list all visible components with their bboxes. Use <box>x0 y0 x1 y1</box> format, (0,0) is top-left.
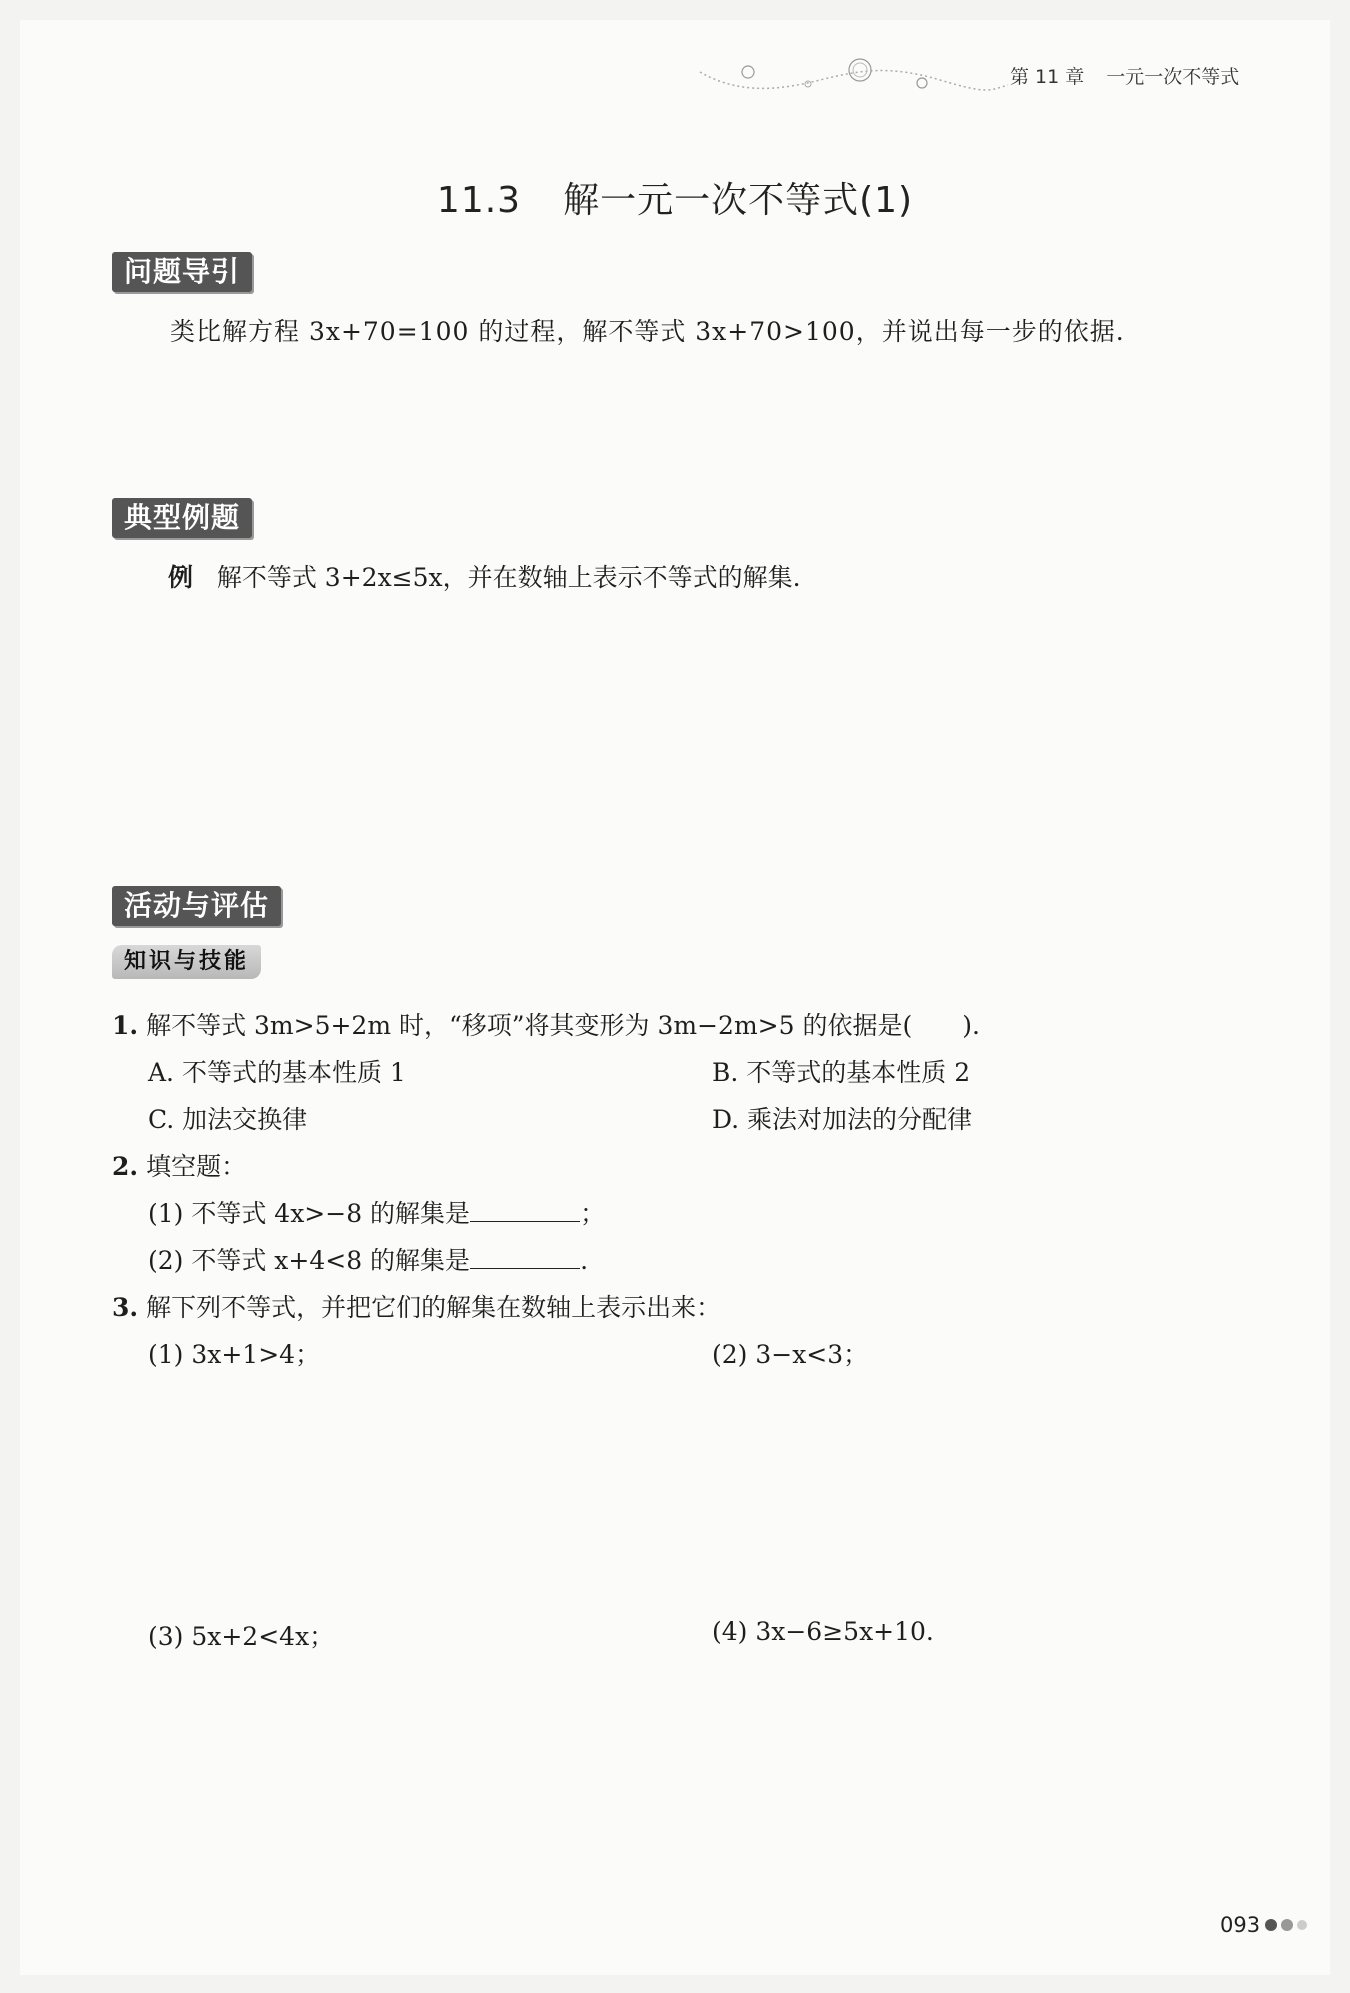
answer-blank[interactable] <box>470 1197 580 1222</box>
question-2-part-1 <box>148 1194 605 1230</box>
question-2-part-2 <box>148 1241 588 1277</box>
question-3-part-1: (1) 3x+1>4； <box>148 1340 321 1369</box>
example-line <box>168 558 801 594</box>
section-title-text: 解一元一次不等式(1) <box>563 180 914 221</box>
question-3-part-2: (2) 3−x<3； <box>712 1340 869 1369</box>
intro-tag: 问题导引 <box>112 252 252 292</box>
question-1 <box>112 1006 980 1042</box>
question-2-part-1-end: ； <box>580 1199 606 1228</box>
question-3-stem: 解下列不等式，并把它们的解集在数轴上表示出来： <box>146 1293 722 1322</box>
section-title <box>0 172 1350 223</box>
answer-blank[interactable] <box>470 1244 580 1269</box>
header-ornament <box>690 50 1010 100</box>
activity-tag: 活动与评估 <box>112 886 281 926</box>
question-3 <box>112 1288 721 1324</box>
question-2-part-2-end: . <box>580 1246 589 1275</box>
example-prefix: 例 <box>168 563 194 592</box>
page-number: 093 <box>1220 1913 1261 1937</box>
question-2-part-1-text: (1) 不等式 4x>−8 的解集是 <box>148 1199 471 1228</box>
section-number: 11.3 <box>436 180 522 221</box>
question-2-stem: 填空题： <box>146 1152 247 1181</box>
question-3-number: 3. <box>112 1293 139 1322</box>
question-2-number: 2. <box>112 1152 139 1181</box>
question-1-stem: 解不等式 3m>5+2m 时，“移项”将其变形为 3m−2m>5 的依据是( ). <box>146 1011 980 1040</box>
example-text: 解不等式 3+2x≤5x，并在数轴上表示不等式的解集. <box>216 563 801 592</box>
question-1-number: 1. <box>112 1011 139 1040</box>
page-dots-icon <box>1263 1917 1323 1933</box>
chapter-title: 一元一次不等式 <box>1106 66 1240 88</box>
question-3-part-3: (3) 5x+2<4x； <box>148 1622 335 1651</box>
option-a: A. 不等式的基本性质 1 <box>148 1058 406 1087</box>
intro-text: 类比解方程 3x+70=100 的过程，解不等式 3x+70>100，并说出每一步的依据. <box>170 317 1125 346</box>
question-2 <box>112 1147 246 1183</box>
option-b: B. 不等式的基本性质 2 <box>712 1058 971 1087</box>
option-c: C. 加法交换律 <box>148 1105 308 1134</box>
option-d: D. 乘法对加法的分配律 <box>712 1105 973 1134</box>
skills-subtag: 知识与技能 <box>112 945 261 979</box>
chapter-number: 第 11 章 <box>1010 66 1085 88</box>
running-head <box>1010 62 1239 89</box>
example-tag: 典型例题 <box>112 498 252 538</box>
question-3-part-4: (4) 3x−6≥5x+10. <box>712 1617 934 1646</box>
question-2-part-2-text: (2) 不等式 x+4<8 的解集是 <box>148 1246 471 1275</box>
